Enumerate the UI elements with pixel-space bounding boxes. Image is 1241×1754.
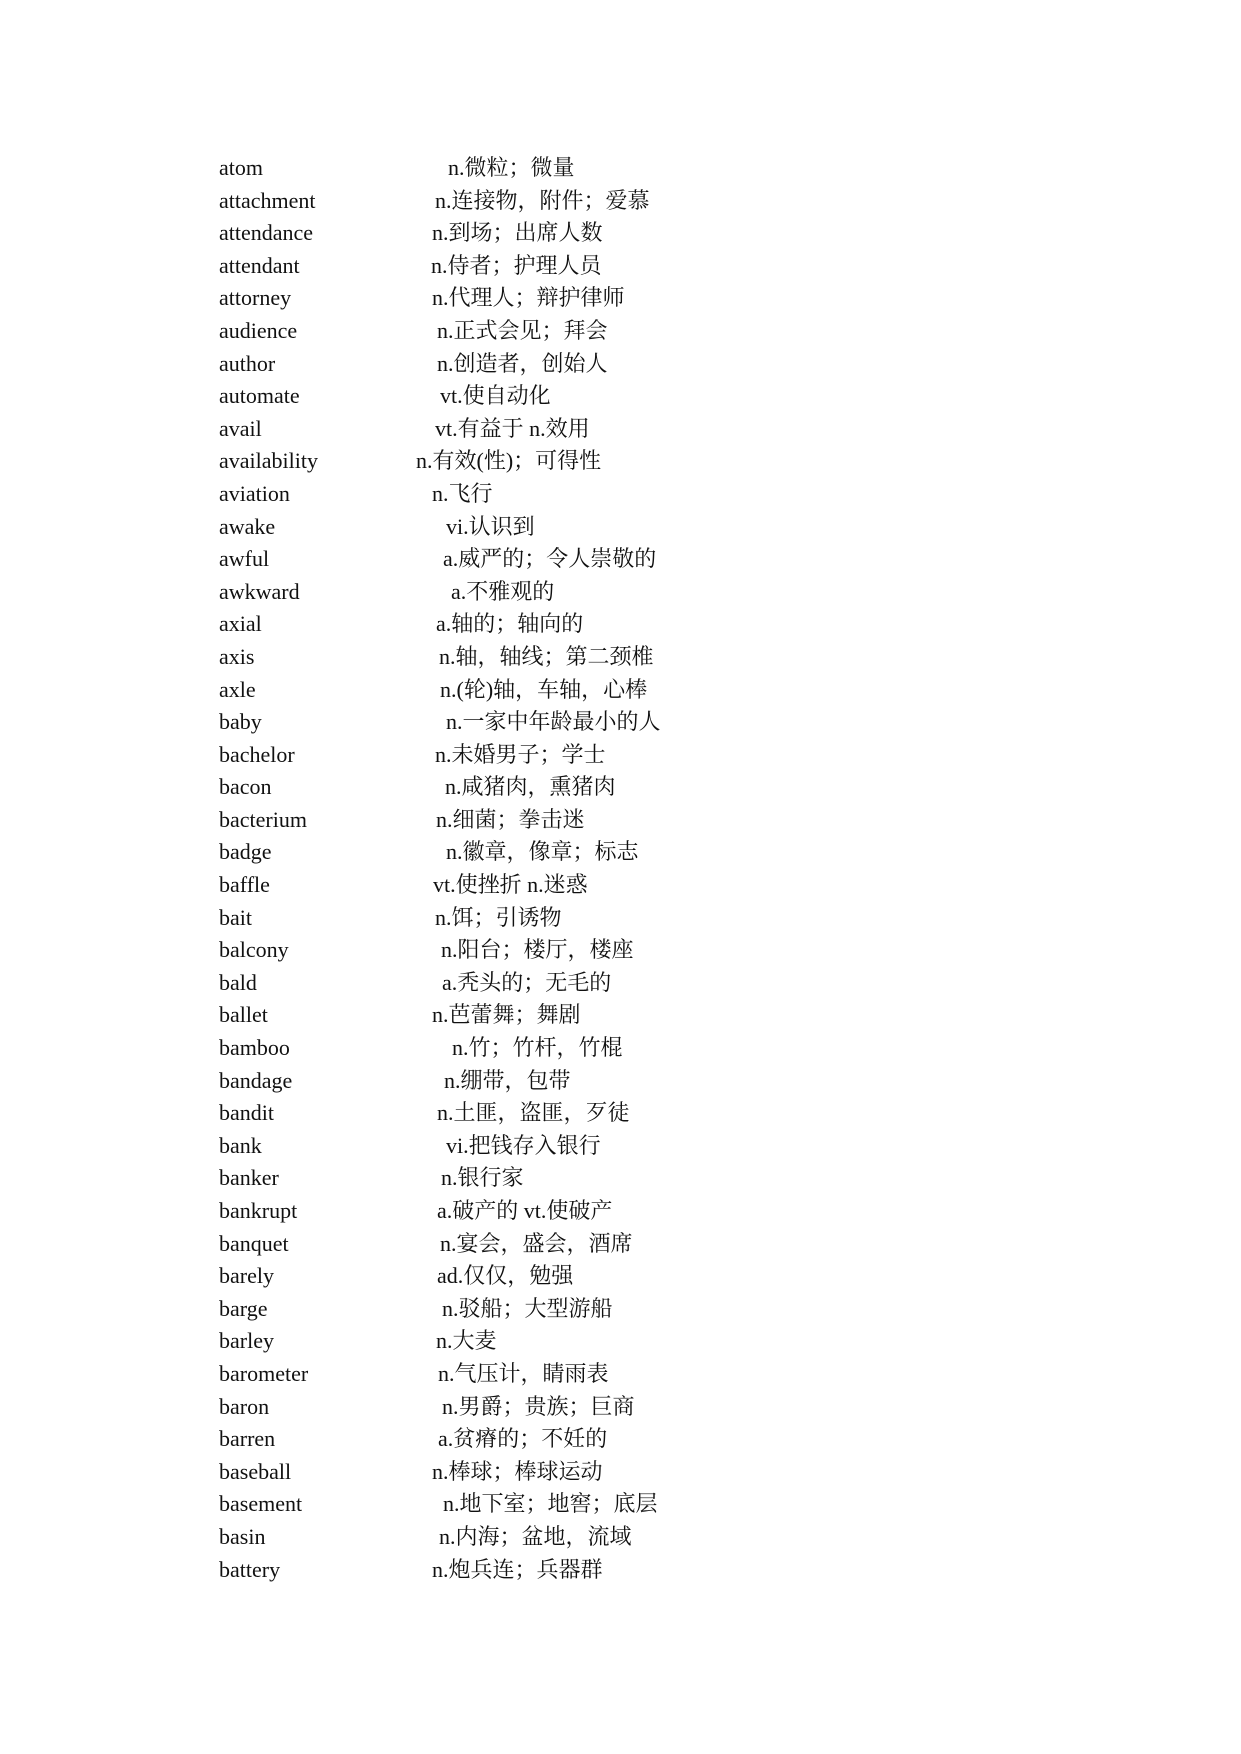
vocab-word: audience	[219, 317, 298, 343]
vocab-definition: n.代理人；辩护律师	[432, 285, 625, 311]
vocab-entry	[0, 1358, 1241, 1391]
vocab-definition: a.轴的；轴向的	[436, 611, 584, 637]
vocab-word: axis	[219, 643, 255, 669]
vocab-definition: n.飞行	[432, 480, 493, 506]
vocab-definition: n.微粒；微量	[448, 155, 575, 180]
vocab-entry	[0, 1293, 1241, 1326]
vocab-definition: n.驳船；大型游船	[442, 1295, 613, 1321]
vocab-definition: n.咸猪肉，熏猪肉	[445, 774, 616, 800]
vocab-entry	[0, 1456, 1241, 1489]
vocab-definition: n.轴，轴线；第二颈椎	[439, 643, 654, 669]
vocab-definition: n.饵；引诱物	[435, 904, 562, 930]
vocab-definition: n.绷带，包带	[444, 1067, 571, 1093]
vocabulary-list	[0, 152, 1241, 1586]
vocab-entry	[0, 869, 1241, 902]
vocab-definition: n.侍者；护理人员	[431, 252, 602, 278]
vocab-definition: n.土匪，盗匪，歹徒	[437, 1100, 630, 1126]
vocab-definition: vt.使挫折 n.迷惑	[433, 872, 588, 898]
vocab-entry	[0, 608, 1241, 641]
vocab-entry	[0, 1130, 1241, 1163]
vocab-word: barely	[219, 1263, 274, 1289]
vocab-word: aviation	[219, 480, 290, 506]
vocab-word: bacterium	[219, 806, 307, 832]
vocab-entry	[0, 348, 1241, 381]
vocab-word: baseball	[219, 1458, 292, 1484]
vocab-entry	[0, 804, 1241, 837]
vocab-definition: n.芭蕾舞；舞剧	[432, 1002, 581, 1028]
vocab-entry	[0, 1521, 1241, 1554]
vocab-definition: n.内海；盆地，流域	[439, 1523, 632, 1549]
vocab-word: barren	[219, 1426, 276, 1452]
vocab-word: battery	[219, 1556, 281, 1582]
vocab-definition: n.未婚男子；学士	[435, 741, 606, 767]
vocab-entry	[0, 967, 1241, 1000]
vocab-word: automate	[219, 383, 300, 409]
vocab-word: banquet	[219, 1230, 289, 1256]
vocab-definition: n.炮兵连；兵器群	[432, 1556, 603, 1582]
vocab-word: awkward	[219, 578, 300, 604]
vocab-definition: vi.认识到	[446, 513, 535, 539]
vocab-entry	[0, 1228, 1241, 1261]
vocab-entry	[0, 1391, 1241, 1424]
vocab-entry	[0, 706, 1241, 739]
vocab-word: barometer	[219, 1360, 309, 1386]
vocab-entry	[0, 217, 1241, 250]
vocab-entry	[0, 1260, 1241, 1293]
vocab-entry	[0, 934, 1241, 967]
vocab-definition: n.竹；竹杆，竹棍	[452, 1035, 623, 1061]
vocab-entry	[0, 511, 1241, 544]
vocab-entry	[0, 999, 1241, 1032]
vocab-word: attendant	[219, 252, 300, 278]
vocab-entry	[0, 315, 1241, 348]
vocab-word: baffle	[219, 872, 270, 898]
vocab-definition: n.银行家	[441, 1165, 524, 1191]
vocab-word: bachelor	[219, 741, 295, 767]
vocab-word: bandit	[219, 1100, 274, 1126]
vocab-word: badge	[219, 839, 272, 865]
vocab-definition: n.创造者，创始人	[437, 350, 608, 376]
vocab-entry	[0, 576, 1241, 609]
vocab-entry	[0, 836, 1241, 869]
vocab-word: awful	[219, 546, 270, 572]
vocab-word: attachment	[219, 187, 316, 213]
vocab-word: bankrupt	[219, 1198, 298, 1223]
vocab-definition: vi.把钱存入银行	[446, 1132, 601, 1158]
vocab-word: basin	[219, 1523, 266, 1549]
vocab-entry	[0, 641, 1241, 674]
vocab-word: baby	[219, 709, 262, 735]
vocab-word: avail	[219, 415, 262, 441]
vocab-definition: n.有效(性)；可得性	[416, 448, 602, 474]
vocab-definition: n.宴会，盛会，酒席	[440, 1230, 633, 1256]
vocab-word: axle	[219, 676, 256, 702]
vocab-definition: n.阳台；楼厅，楼座	[441, 937, 634, 963]
vocab-word: bald	[219, 969, 257, 995]
vocab-word: barge	[219, 1295, 268, 1321]
vocab-entry	[0, 1488, 1241, 1521]
vocab-entry	[0, 1065, 1241, 1098]
vocab-word: attendance	[219, 220, 314, 246]
vocab-definition: ad.仅仅，勉强	[437, 1263, 574, 1289]
vocab-word: baron	[219, 1393, 270, 1419]
vocab-definition: n.(轮)轴，车轴，心棒	[440, 676, 648, 702]
vocab-word: awake	[219, 513, 276, 539]
vocab-word: barley	[219, 1328, 274, 1354]
vocab-definition: n.棒球；棒球运动	[432, 1458, 603, 1484]
vocab-entry	[0, 1325, 1241, 1358]
vocab-definition: n.徽章，像章；标志	[446, 839, 639, 865]
vocab-word: banker	[219, 1165, 279, 1191]
vocab-entry	[0, 674, 1241, 707]
vocab-word: bait	[219, 904, 252, 930]
vocab-word: bank	[219, 1132, 262, 1158]
vocab-word: atom	[219, 155, 263, 180]
vocab-entry	[0, 250, 1241, 283]
vocab-entry	[0, 413, 1241, 446]
vocab-word: axial	[219, 611, 262, 637]
vocab-definition: a.贫瘠的；不妊的	[438, 1426, 608, 1452]
vocab-entry	[0, 902, 1241, 935]
vocab-word: author	[219, 350, 276, 376]
vocab-definition: a.不雅观的	[451, 578, 555, 604]
vocab-word: ballet	[219, 1002, 268, 1028]
vocab-word: availability	[219, 448, 318, 474]
vocab-definition: n.气压计，睛雨表	[438, 1360, 609, 1386]
vocab-definition: a.破产的 vt.使破产	[437, 1198, 613, 1223]
vocab-definition: n.男爵；贵族；巨商	[442, 1393, 635, 1419]
vocab-definition: n.正式会见；拜会	[437, 317, 608, 343]
vocab-entry	[0, 739, 1241, 772]
vocab-word: bandage	[219, 1067, 293, 1093]
vocab-entry	[0, 543, 1241, 576]
vocab-definition: a.威严的；令人崇敬的	[443, 546, 657, 572]
vocab-definition: n.细菌；拳击迷	[436, 806, 585, 832]
vocab-word: bamboo	[219, 1035, 290, 1061]
vocab-definition: vt.有益于 n.效用	[435, 415, 590, 441]
vocab-definition: n.到场；出席人数	[432, 220, 603, 246]
vocab-word: balcony	[219, 937, 289, 963]
vocab-entry	[0, 282, 1241, 315]
vocab-entry	[0, 478, 1241, 511]
vocab-entry	[0, 1423, 1241, 1456]
vocab-entry	[0, 185, 1241, 218]
vocab-definition: a.秃头的；无毛的	[442, 969, 612, 995]
vocab-definition: n.大麦	[436, 1328, 497, 1354]
vocab-entry	[0, 380, 1241, 413]
vocab-entry	[0, 1162, 1241, 1195]
vocab-entry	[0, 1554, 1241, 1587]
vocab-entry	[0, 1097, 1241, 1130]
vocab-word: attorney	[219, 285, 292, 311]
vocab-entry	[0, 1032, 1241, 1065]
vocab-definition: n.一家中年龄最小的人	[446, 709, 661, 735]
vocab-entry	[0, 1195, 1241, 1228]
vocab-word: bacon	[219, 774, 272, 800]
vocab-entry	[0, 445, 1241, 478]
vocab-definition: n.连接物，附件；爱慕	[435, 187, 650, 213]
vocab-definition: vt.使自动化	[440, 383, 551, 409]
vocab-word: basement	[219, 1491, 303, 1517]
vocab-definition: n.地下室；地窖；底层	[443, 1491, 658, 1517]
vocab-entry	[0, 152, 1241, 185]
vocab-entry	[0, 771, 1241, 804]
